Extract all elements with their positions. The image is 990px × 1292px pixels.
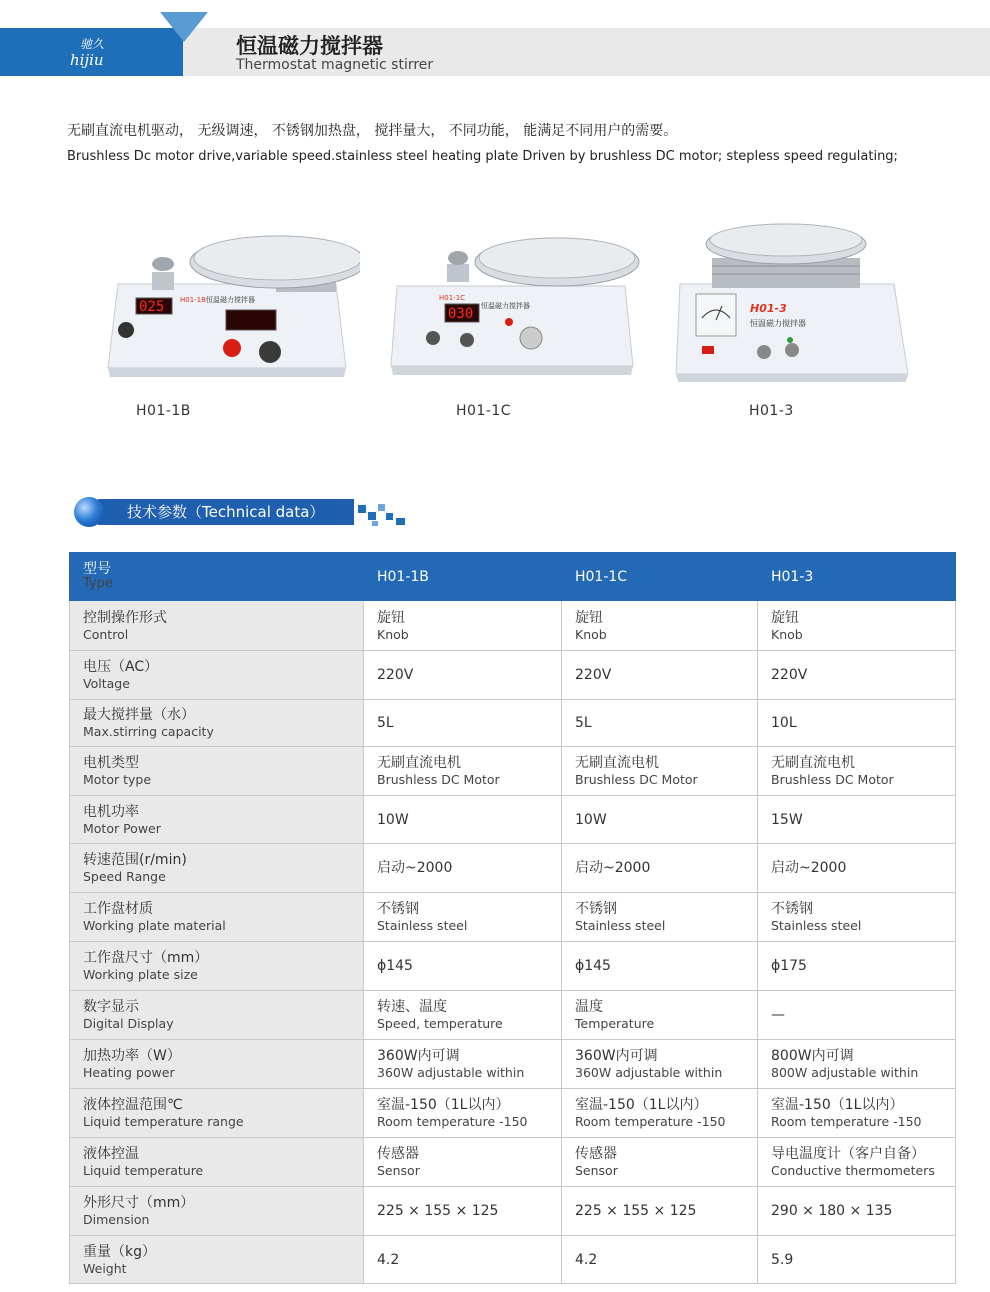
- product-image-h01-1b: [98, 222, 360, 384]
- model-mark-3: H01-3: [750, 302, 787, 315]
- param-label-en: Digital Display: [83, 1016, 174, 1031]
- value-cell: [758, 796, 956, 844]
- value-main: 220V: [377, 667, 414, 683]
- param-label-cell: [70, 651, 364, 700]
- value-cell: [562, 1138, 758, 1187]
- param-label-cn: 工作盘材质: [83, 901, 153, 917]
- value-main: 旋钮: [575, 609, 603, 626]
- value-sub: Stainless steel: [771, 918, 862, 933]
- value-main: 旋钮: [377, 609, 405, 626]
- param-label-cell: [70, 844, 364, 893]
- value-cell: [364, 1089, 562, 1138]
- param-label-cn: 电机功率: [83, 803, 139, 820]
- header-model-cell: H01-1B: [364, 553, 562, 601]
- value-main: 10L: [771, 715, 797, 731]
- param-label-cn: 工作盘尺寸（mm）: [83, 950, 209, 966]
- param-label-cell: [70, 1236, 364, 1284]
- param-label-en: Motor Power: [83, 820, 161, 836]
- value-sub: 800W adjustable within: [771, 1065, 919, 1080]
- value-main: 4.2: [377, 1251, 400, 1268]
- table-row: [70, 991, 956, 1040]
- value-main: 290 × 180 × 135: [771, 1203, 893, 1219]
- value-main: 无刷直流电机: [575, 755, 659, 771]
- value-cell: [364, 1236, 562, 1284]
- value-sub: Knob: [575, 626, 607, 642]
- value-cell: [758, 651, 956, 700]
- param-label-cn: 外形尺寸（mm）: [83, 1195, 195, 1211]
- value-main: 传感器: [377, 1146, 419, 1162]
- value-sub: Room temperature -150: [575, 1114, 726, 1129]
- table-row: [70, 1187, 956, 1236]
- value-main: ϕ175: [771, 958, 807, 974]
- value-cell: [758, 1089, 956, 1138]
- value-cell: [562, 1089, 758, 1138]
- product-image-h01-1c: [385, 228, 640, 380]
- param-label-cn: 数字显示: [83, 999, 139, 1015]
- table-row: [70, 1089, 956, 1138]
- value-main: 转速、温度: [377, 999, 447, 1015]
- value-main: ϕ145: [377, 958, 413, 974]
- value-cell: [364, 1040, 562, 1089]
- value-main: 无刷直流电机: [771, 755, 855, 771]
- table-row: [70, 844, 956, 893]
- page-title-cn: 恒温磁力搅拌器: [236, 34, 383, 58]
- param-label-en: Liquid temperature: [83, 1163, 204, 1178]
- decor-square: [372, 521, 378, 526]
- param-label-cn: 重量（kg）: [83, 1243, 156, 1260]
- param-label-cell: [70, 747, 364, 796]
- param-label-en: Dimension: [83, 1212, 150, 1227]
- value-sub: Speed, temperature: [377, 1016, 503, 1031]
- value-cell: [758, 1236, 956, 1284]
- param-label-en: Voltage: [83, 676, 130, 691]
- model-mark-1b: H01-1B: [180, 296, 206, 304]
- value-main: 5.9: [771, 1251, 794, 1268]
- param-label-cell: [70, 796, 364, 844]
- value-cell: [562, 844, 758, 893]
- page-title-en: Thermostat magnetic stirrer: [236, 57, 434, 73]
- param-label-cell: [70, 700, 364, 747]
- value-cell: [364, 991, 562, 1040]
- param-label-cell: [70, 991, 364, 1040]
- brand-logo-latin: hijiu: [70, 51, 104, 69]
- param-label-cn: 转速范围(r/min): [83, 852, 187, 868]
- product-label-h01-1c: H01-1C: [456, 403, 512, 419]
- panel-title-3: 恒温磁力搅拌器: [750, 319, 806, 328]
- value-cell: [562, 651, 758, 700]
- value-cell: [758, 991, 956, 1040]
- value-cell: [562, 601, 758, 651]
- header-notch-decoration: [160, 12, 208, 42]
- value-main: 启动~2000: [575, 860, 651, 876]
- brand-logo-cn: 驰久: [80, 37, 105, 51]
- value-main: 启动~2000: [771, 860, 847, 876]
- value-main: 225 × 155 × 125: [575, 1203, 697, 1219]
- value-cell: [562, 700, 758, 747]
- decor-square: [378, 504, 385, 511]
- param-label-en: Weight: [83, 1260, 127, 1276]
- value-cell: [758, 1040, 956, 1089]
- value-cell: [758, 1187, 956, 1236]
- param-label-cn: 控制操作形式: [83, 609, 167, 626]
- value-cell: [364, 747, 562, 796]
- table-header-row: [70, 553, 956, 601]
- value-sub: Sensor: [575, 1163, 618, 1178]
- value-main: 220V: [771, 667, 808, 683]
- value-cell: [364, 1187, 562, 1236]
- value-cell: [364, 796, 562, 844]
- param-label-en: Max.stirring capacity: [83, 724, 214, 739]
- brand-logo: [70, 36, 104, 68]
- value-main: 传感器: [575, 1146, 617, 1162]
- value-sub: Brushless DC Motor: [377, 772, 500, 787]
- table-row: [70, 747, 956, 796]
- param-label-en: Motor type: [83, 772, 152, 787]
- value-sub: Sensor: [377, 1163, 420, 1178]
- intro-text-cn: 无刷直流电机驱动， 无级调速， 不锈钢加热盘， 搅拌量大， 不同功能， 能满足不同用户的需要。: [67, 123, 678, 139]
- panel-title-1b: 恒温磁力搅拌器: [206, 296, 255, 304]
- value-cell: [562, 942, 758, 991]
- param-label-cn: 最大搅拌量（水）: [83, 707, 195, 723]
- param-label-en: Liquid temperature range: [83, 1114, 244, 1129]
- value-sub: 360W adjustable within: [377, 1065, 525, 1080]
- table-row: [70, 893, 956, 942]
- value-sub: Conductive thermometers: [771, 1163, 935, 1178]
- header-type-en: Type: [83, 576, 113, 591]
- value-main: 10W: [377, 811, 409, 828]
- value-main: 4.2: [575, 1251, 598, 1268]
- value-main: 温度: [575, 999, 603, 1015]
- param-label-cn: 液体控温范围℃: [83, 1097, 183, 1113]
- value-sub: Brushless DC Motor: [575, 772, 698, 787]
- value-sub: 360W adjustable within: [575, 1065, 723, 1080]
- header-model-cell: H01-3: [758, 553, 956, 601]
- value-cell: [364, 651, 562, 700]
- param-label-cn: 电压（AC）: [83, 659, 159, 675]
- value-cell: [562, 747, 758, 796]
- value-main: 10W: [575, 811, 607, 828]
- product-label-h01-1b: H01-1B: [136, 403, 191, 419]
- table-row: [70, 1040, 956, 1089]
- header-model-cell: H01-1C: [562, 553, 758, 601]
- value-main: 室温-150（1L以内）: [575, 1097, 708, 1113]
- value-cell: [562, 1236, 758, 1284]
- decor-square: [396, 518, 405, 525]
- value-main: 不锈钢: [575, 901, 617, 917]
- display-temp-1b: 025: [139, 299, 165, 315]
- section-title-bar: [98, 499, 354, 525]
- display-temp-1c: 030: [448, 306, 474, 322]
- param-label-en: Control: [83, 626, 129, 642]
- value-sub: Room temperature -150: [377, 1114, 528, 1129]
- value-sub: Stainless steel: [377, 918, 468, 933]
- param-label-cell: [70, 601, 364, 651]
- value-cell: [758, 942, 956, 991]
- param-label-cn: 电机类型: [83, 755, 139, 771]
- param-label-en: Heating power: [83, 1065, 175, 1080]
- value-sub: Brushless DC Motor: [771, 772, 894, 787]
- section-title: 技术参数（Technical data）: [127, 503, 325, 521]
- value-cell: [758, 1138, 956, 1187]
- value-sub: Knob: [771, 626, 803, 642]
- value-cell: [562, 1040, 758, 1089]
- param-label-cn: 加热功率（W）: [83, 1048, 181, 1064]
- decor-square: [386, 513, 393, 520]
- param-label-cell: [70, 1040, 364, 1089]
- value-cell: [758, 601, 956, 651]
- header-type-cell: [70, 553, 364, 601]
- value-main: 不锈钢: [377, 901, 419, 917]
- value-main: 启动~2000: [377, 860, 453, 876]
- section-bullet-icon: [74, 497, 104, 527]
- product-label-h01-3: H01-3: [749, 403, 794, 419]
- value-cell: [364, 844, 562, 893]
- decor-square: [368, 512, 376, 520]
- value-cell: [562, 991, 758, 1040]
- param-label-en: Speed Range: [83, 869, 166, 884]
- value-main: 旋钮: [771, 609, 799, 626]
- value-cell: [364, 601, 562, 651]
- value-cell: [364, 1138, 562, 1187]
- param-label-en: Working plate size: [83, 967, 198, 982]
- value-main: ϕ145: [575, 958, 611, 974]
- value-cell: [364, 942, 562, 991]
- value-main: 800W内可调: [771, 1048, 854, 1064]
- value-main: 室温-150（1L以内）: [771, 1097, 904, 1113]
- value-cell: [562, 893, 758, 942]
- value-main: 5L: [575, 715, 592, 731]
- header-type-cn: 型号: [83, 561, 111, 577]
- value-cell: [758, 700, 956, 747]
- param-label-cell: [70, 1187, 364, 1236]
- value-main: 无刷直流电机: [377, 755, 461, 771]
- value-cell: [364, 700, 562, 747]
- param-label-cn: 液体控温: [83, 1146, 139, 1162]
- decor-square: [358, 505, 366, 513]
- value-sub: Knob: [377, 626, 409, 642]
- value-cell: [758, 844, 956, 893]
- value-cell: [364, 893, 562, 942]
- table-row: [70, 1138, 956, 1187]
- table-row: [70, 796, 956, 844]
- value-cell: [758, 893, 956, 942]
- value-cell: [562, 796, 758, 844]
- table-row: [70, 942, 956, 991]
- param-label-cell: [70, 1138, 364, 1187]
- value-main: 360W内可调: [575, 1048, 658, 1064]
- value-main: 5L: [377, 715, 394, 731]
- value-sub: Stainless steel: [575, 918, 666, 933]
- value-main: 室温-150（1L以内）: [377, 1097, 510, 1113]
- value-main: 导电温度计（客户自备）: [771, 1146, 925, 1162]
- model-mark-1c: H01-1C: [439, 294, 466, 302]
- value-sub: Room temperature -150: [771, 1114, 922, 1129]
- value-sub: Temperature: [575, 1016, 655, 1031]
- value-main: 220V: [575, 667, 612, 683]
- table-row: [70, 651, 956, 700]
- panel-title-1c: 恒温磁力搅拌器: [481, 302, 530, 310]
- value-cell: [562, 1187, 758, 1236]
- value-cell: [758, 747, 956, 796]
- spec-table: [69, 552, 956, 1284]
- table-row: [70, 601, 956, 651]
- value-main: 15W: [771, 811, 803, 828]
- param-label-cell: [70, 1089, 364, 1138]
- value-main: 不锈钢: [771, 901, 813, 917]
- value-main: —: [771, 1007, 785, 1023]
- intro-text-en: Brushless Dc motor drive,variable speed.stainless steel heating plate Driven by brushless DC motor; stepless speed regulating;: [67, 149, 898, 164]
- product-image-h01-3: [672, 222, 917, 384]
- param-label-en: Working plate material: [83, 918, 226, 933]
- param-label-cell: [70, 942, 364, 991]
- param-label-cell: [70, 893, 364, 942]
- value-main: 360W内可调: [377, 1048, 460, 1064]
- table-row: [70, 700, 956, 747]
- value-main: 225 × 155 × 125: [377, 1203, 499, 1219]
- table-row: [70, 1236, 956, 1284]
